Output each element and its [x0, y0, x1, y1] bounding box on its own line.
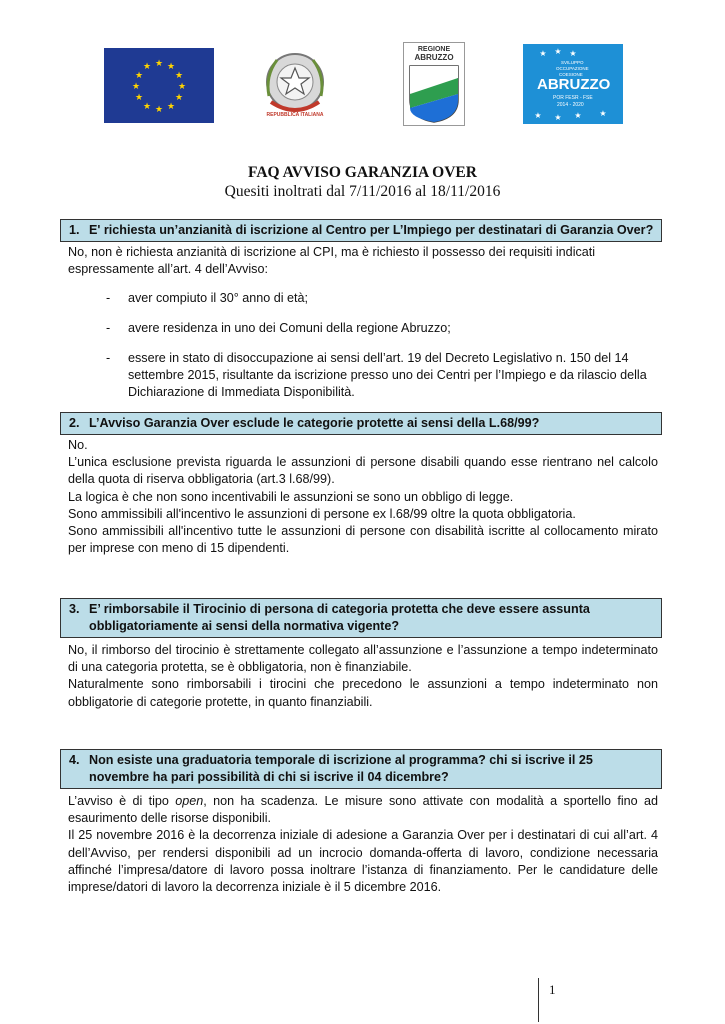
svg-text:★: ★: [131, 82, 141, 92]
regione-label: REGIONE: [417, 46, 451, 53]
svg-text:★: ★: [166, 102, 176, 112]
faq-question-text: Non esiste una graduatoria temporale di iscrizione al programma? chi si iscrive il 25 novembre ha pari possibilità di chi si iscrive il 04 dicembre?: [89, 753, 593, 784]
answer-paragraph: Sono ammissibili all'incentivo le assunzioni di persone ex l.68/99 oltre la quota obbligatoria.: [68, 506, 576, 521]
logo-bar: [0, 40, 725, 130]
svg-text:★: ★: [574, 111, 582, 120]
svg-text:★: ★: [154, 105, 164, 115]
fse-abruzzo-logo: [523, 44, 623, 124]
svg-text:★: ★: [142, 62, 152, 72]
fse-line-2: OCCUPAZIONE: [556, 66, 589, 71]
svg-text:★: ★: [569, 49, 577, 58]
fse-line-1: SVILUPPO: [561, 60, 584, 65]
answer-paragraph: No.: [68, 438, 88, 452]
faq-answer-1: [68, 244, 658, 414]
svg-text:★: ★: [554, 47, 562, 56]
document-header: [0, 163, 725, 201]
svg-text:★: ★: [554, 113, 562, 122]
faq-question-2: [60, 412, 662, 435]
faq-answer-3: [68, 642, 658, 711]
eu-flag-icon: [104, 48, 214, 123]
fse-line-4: ABRUZZO: [537, 76, 611, 93]
faq-number: 1.: [69, 223, 80, 237]
svg-text:★: ★: [142, 102, 152, 112]
faq-question-text: E’ rimborsabile il Tirocinio di persona di categoria protetta che deve essere assunta obbligatoriamente ai sensi della normativa vigente?: [89, 602, 590, 633]
svg-text:★: ★: [134, 71, 144, 81]
faq-question-text: E' richiesta un’anzianità di iscrizione al Centro per L’Impiego per destinatari di Garanzia Over?: [89, 223, 654, 237]
faq-number: 4.: [69, 753, 80, 767]
svg-text:★: ★: [539, 49, 547, 58]
page-number: 1: [538, 978, 556, 1022]
list-item: - essere in stato di disoccupazione ai sensi dell’art. 19 del Decreto Legislativo n. 150 del 14 settembre 2015, risultante da iscrizione presso uno dei Centri per l’Impiego e da rilascio della Dichiarazione di Immediata Disponibilità.: [106, 350, 647, 400]
regione-abruzzo-logo: [403, 42, 465, 126]
answer-paragraph: La logica è che non sono incentivabili le assunzioni se sono un obbligo di legge.: [68, 489, 514, 504]
list-item: - aver compiuto il 30° anno di età;: [106, 291, 309, 306]
svg-text:★: ★: [134, 93, 144, 103]
svg-text:★: ★: [174, 71, 184, 81]
abruzzo-label: ABRUZZO: [414, 53, 454, 62]
svg-text:★: ★: [166, 62, 176, 72]
faq-answer-2: [68, 437, 658, 557]
faq-number: 2.: [69, 416, 80, 430]
svg-text:★: ★: [534, 111, 542, 120]
faq-answer-4: [68, 793, 658, 896]
answer-paragraph: L’avviso è di tipo open, non ha scadenza. Le misure sono attivate con modalità a sportello fino ad esaurimento delle risorse disponibili.: [68, 794, 658, 826]
document-title: FAQ AVVISO GARANZIA OVER: [248, 164, 477, 181]
italy-emblem-label: REPUBBLICA ITALIANA: [266, 112, 324, 118]
svg-text:★: ★: [599, 109, 607, 118]
faq-question-3: [60, 598, 662, 638]
faq-question-text: L’Avviso Garanzia Over esclude le categorie protette ai sensi della L.68/99?: [89, 416, 540, 430]
svg-text:★: ★: [174, 93, 184, 103]
faq-question-4: [60, 749, 662, 789]
fse-line-5: POR FESR - FSE: [553, 95, 593, 101]
fse-line-6: 2014 - 2020: [557, 102, 584, 108]
answer-paragraph: No, il rimborso del tirocinio è strettamente collegato all’assunzione e l’assunzione a tempo indeterminato di una categoria protetta, se è obbligatoria, non è finanziabile.: [68, 643, 658, 675]
answer-paragraph: Sono ammissibili all'incentivo tutte le assunzioni di persone con disabilità iscritte al collocamento mirato per imprese con meno di 15 dipendenti.: [68, 524, 658, 556]
requirements-list: [68, 290, 658, 401]
answer-paragraph: L’unica esclusione prevista riguarda le assunzioni di persone disabili quando esse rientrano nel calcolo della quota di riserva obbligatoria (art.3 l.68/99).: [68, 455, 658, 487]
answer-paragraph: No, non è richiesta anzianità di iscrizione al CPI, ma è richiesto il possesso dei requisiti indicati espressamente all’art. 4 dell’Avviso:: [68, 245, 596, 277]
answer-paragraph: Il 25 novembre 2016 è la decorrenza iniziale di adesione a Garanzia Over per i destinatari di cui all’art. 4 dell’Avviso, per rendersi disponibili ad un incrocio domanda-offerta di lavoro, condizione necessaria affinché l’impresa/datore di lavoro possa inoltrare l’istanza di finanziamento. Per le candidature delle imprese/datori di lavoro la decorrenza iniziale è il 5 dicembre 2016.: [68, 828, 658, 895]
fse-line-3: COESIONE: [559, 72, 583, 77]
faq-number: 3.: [69, 602, 80, 616]
answer-paragraph: Naturalmente sono rimborsabili i tirocini che precedono le assunzioni a tempo indeterminato non obbligatorie di categorie protette, in quanto finanziabili.: [68, 677, 658, 709]
svg-text:★: ★: [154, 59, 164, 69]
faq-question-1: [60, 219, 662, 242]
svg-text:★: ★: [177, 82, 187, 92]
document-subtitle: Quesiti inoltrati dal 7/11/2016 al 18/11/2016: [224, 183, 501, 200]
abruzzo-shield-icon: [408, 64, 460, 124]
list-item: - avere residenza in uno dei Comuni della regione Abruzzo;: [106, 321, 451, 336]
